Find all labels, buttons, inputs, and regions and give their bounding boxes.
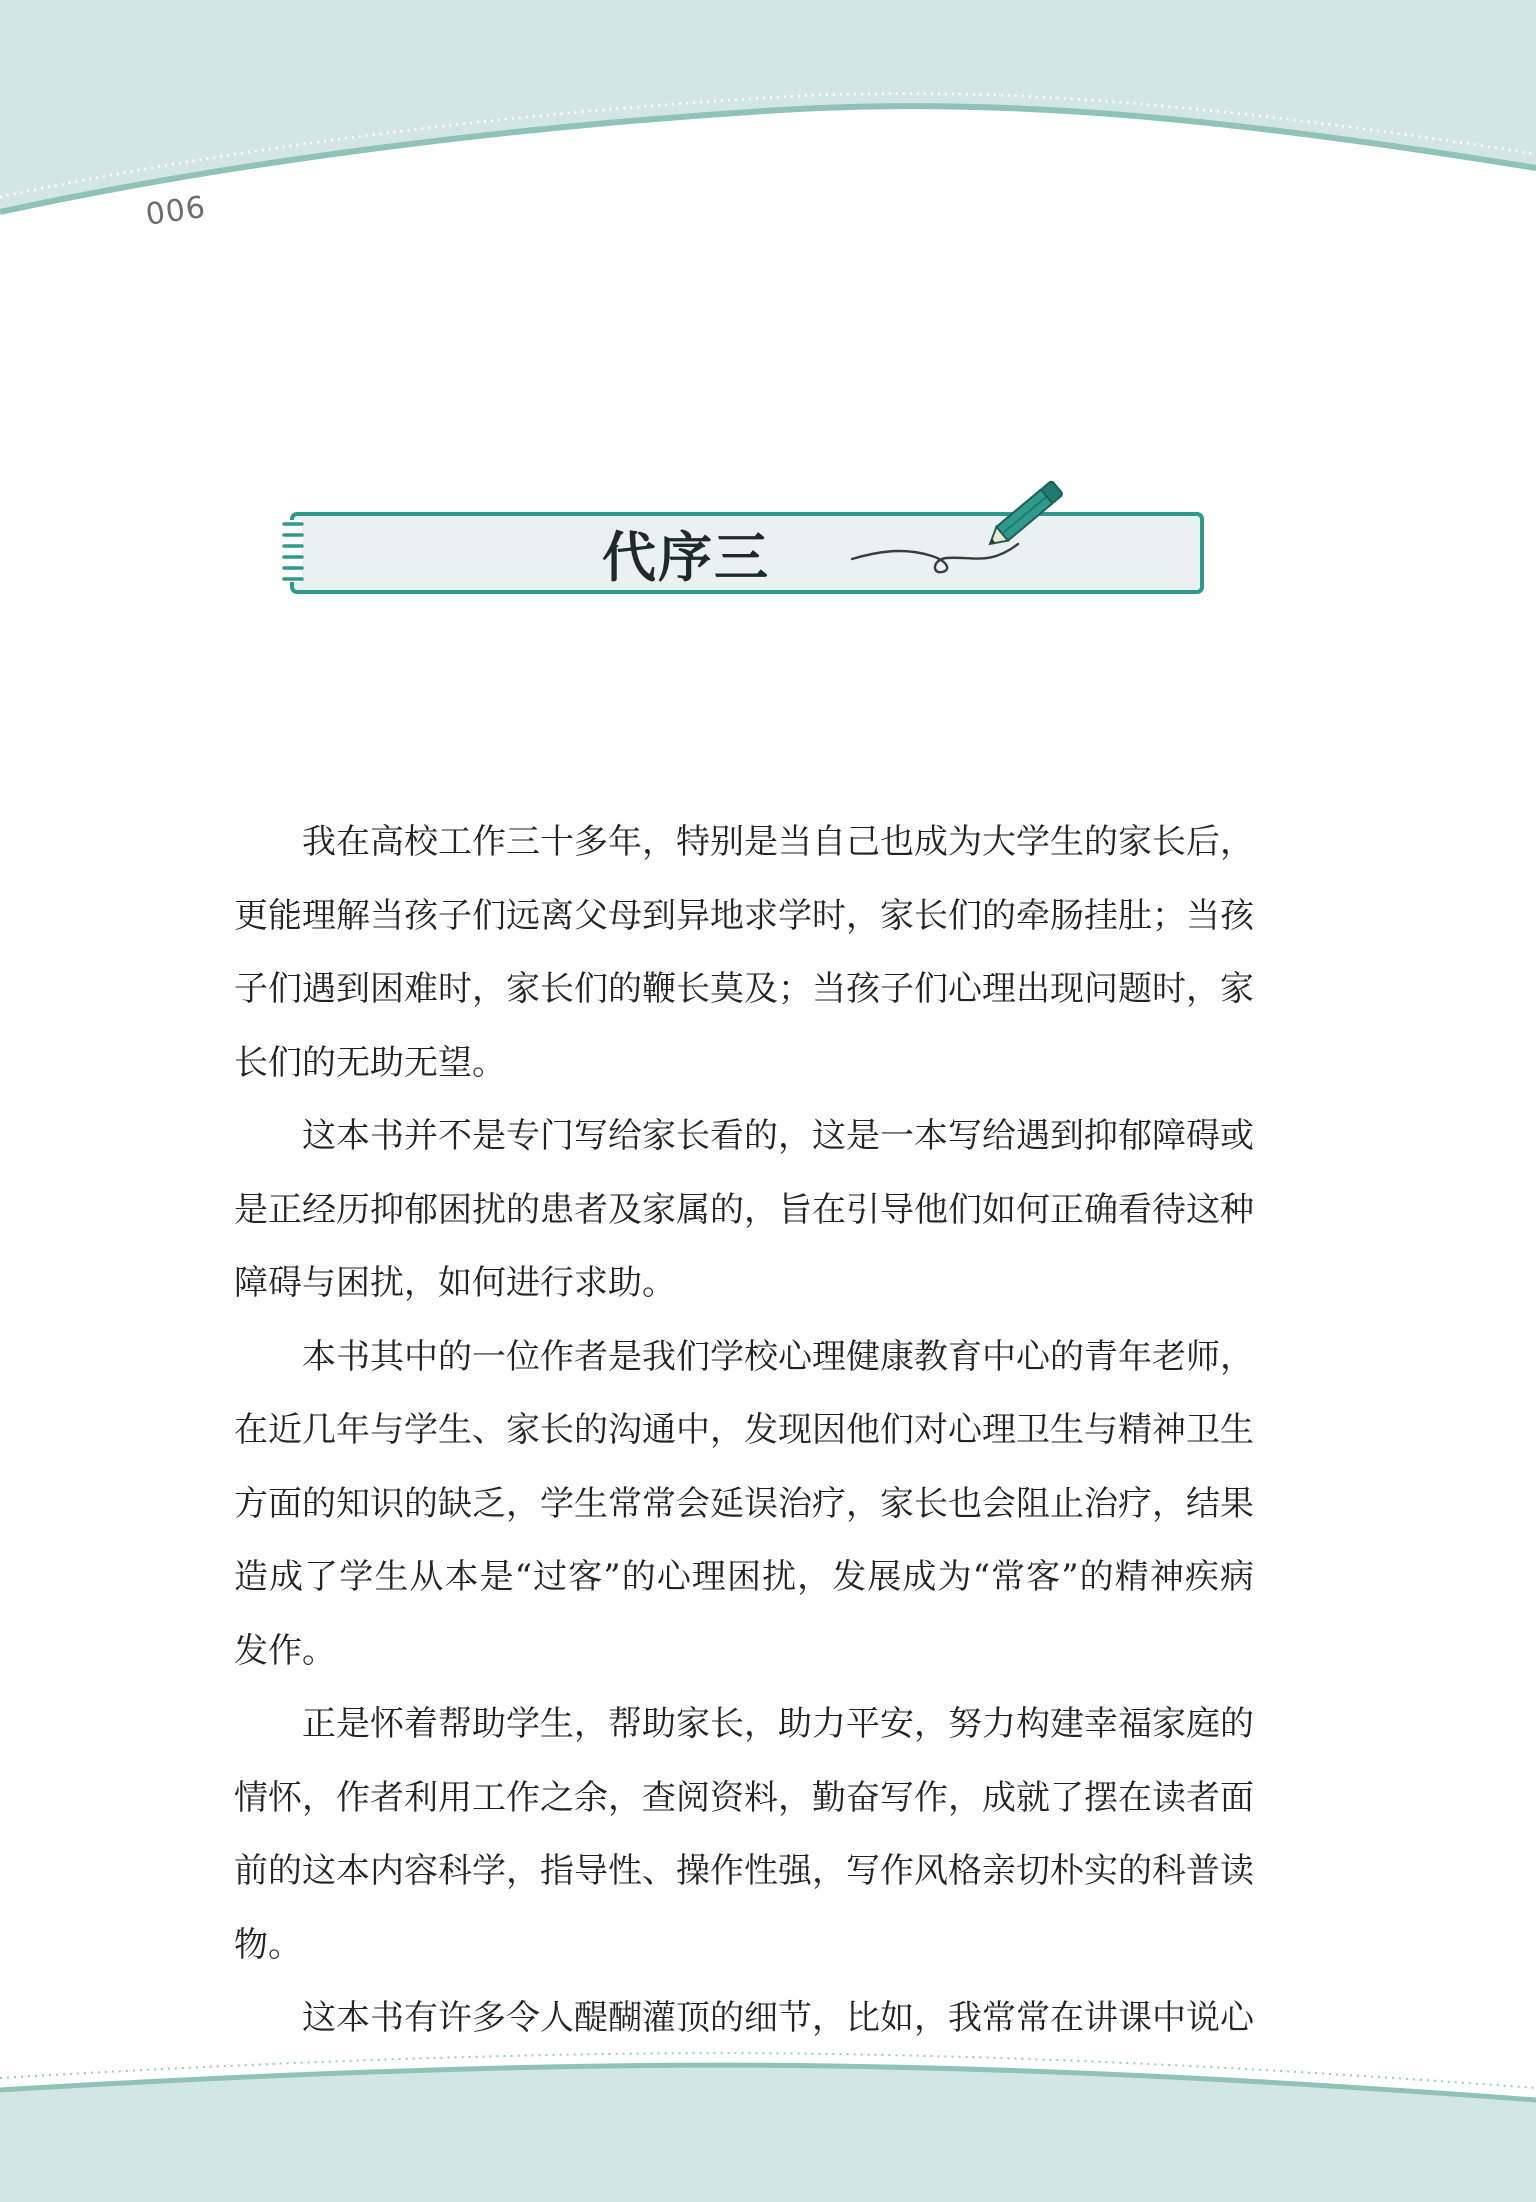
top-wave-decoration [0,0,1536,230]
chapter-title: 代序三 [602,525,770,589]
page-number: 006 [143,189,209,233]
paragraph: 我在高校工作三十多年，特别是当自己也成为大学生的家长后，更能理解当孩子们远离父母到异地求学时，家长们的牵肠挂肚；当孩子们遇到困难时，家长们的鞭长莫及；当孩子们心理出现问题时，家长们的无助无望。 [234,822,1254,1083]
paragraph: 这本书有许多令人醍醐灌顶的细节，比如，我常常在讲课中说心 [302,1998,1254,2038]
paragraph: 正是怀着帮助学生，帮助家长，助力平安，努力构建幸福家庭的情怀，作者利用工作之余，查阅资料，勤奋写作，成就了摆在读者面前的这本内容科学，指导性、操作性强，写作风格亲切朴实的科普读物。 [234,1704,1254,1965]
chapter-title-banner [282,478,1212,608]
paragraph: 本书其中的一位作者是我们学校心理健康教育中心的青年老师，在近几年与学生、家长的沟通中，发现因他们对心理卫生与精神卫生方面的知识的缺乏，学生常常会延误治疗，家长也会阻止治疗，结果造成了学生从本是“过客”的心理困扰，发展成为“常客”的精神疾病发作。 [234,1336,1254,1671]
paragraph: 这本书并不是专门写给家长看的，这是一本写给遇到抑郁障碍或是正经历抑郁困扰的患者及家属的，旨在引导他们如何正确看待这种障碍与困扰，如何进行求助。 [234,1116,1254,1303]
bottom-wave-decoration [0,2040,1536,2202]
binder-rings-icon [282,520,302,582]
body-text [234,806,1254,2056]
